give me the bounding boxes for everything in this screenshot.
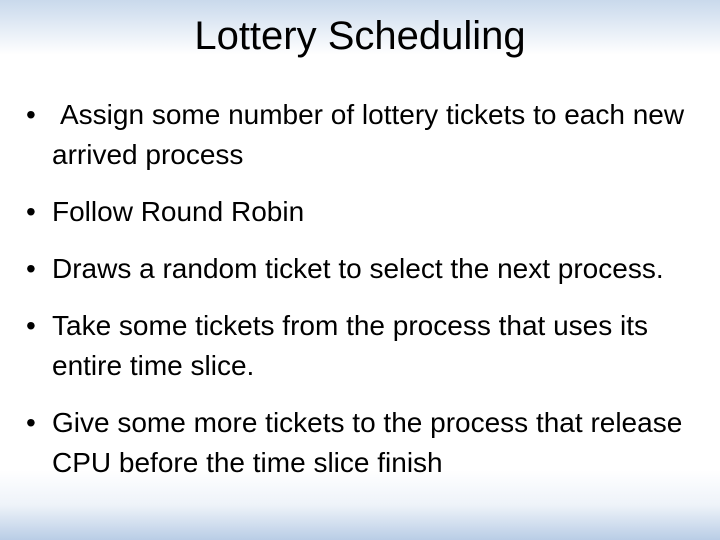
bullet-item: [26, 306, 706, 386]
bullet-item: [26, 95, 706, 175]
bullet-text: Assign some number of lottery tickets to each new arrived process: [52, 99, 685, 170]
bullet-item: [26, 192, 706, 232]
bullet-text: Take some tickets from the process that uses its entire time slice.: [52, 310, 649, 381]
bullet-marker: •: [26, 196, 36, 227]
bullet-text: Give some more tickets to the process that release CPU before the time slice finish: [52, 407, 683, 478]
bullet-marker: •: [26, 407, 36, 438]
bullet-list: [26, 95, 706, 500]
bullet-item: [26, 249, 706, 289]
bullet-marker: •: [26, 99, 36, 130]
bullet-marker: •: [26, 253, 36, 284]
bullet-text: Follow Round Robin: [52, 196, 305, 227]
bullet-text: Draws a random ticket to select the next process.: [52, 253, 664, 284]
bullet-item: [26, 403, 706, 483]
slide-title: Lottery Scheduling: [194, 14, 526, 58]
bullet-marker: •: [26, 310, 36, 341]
